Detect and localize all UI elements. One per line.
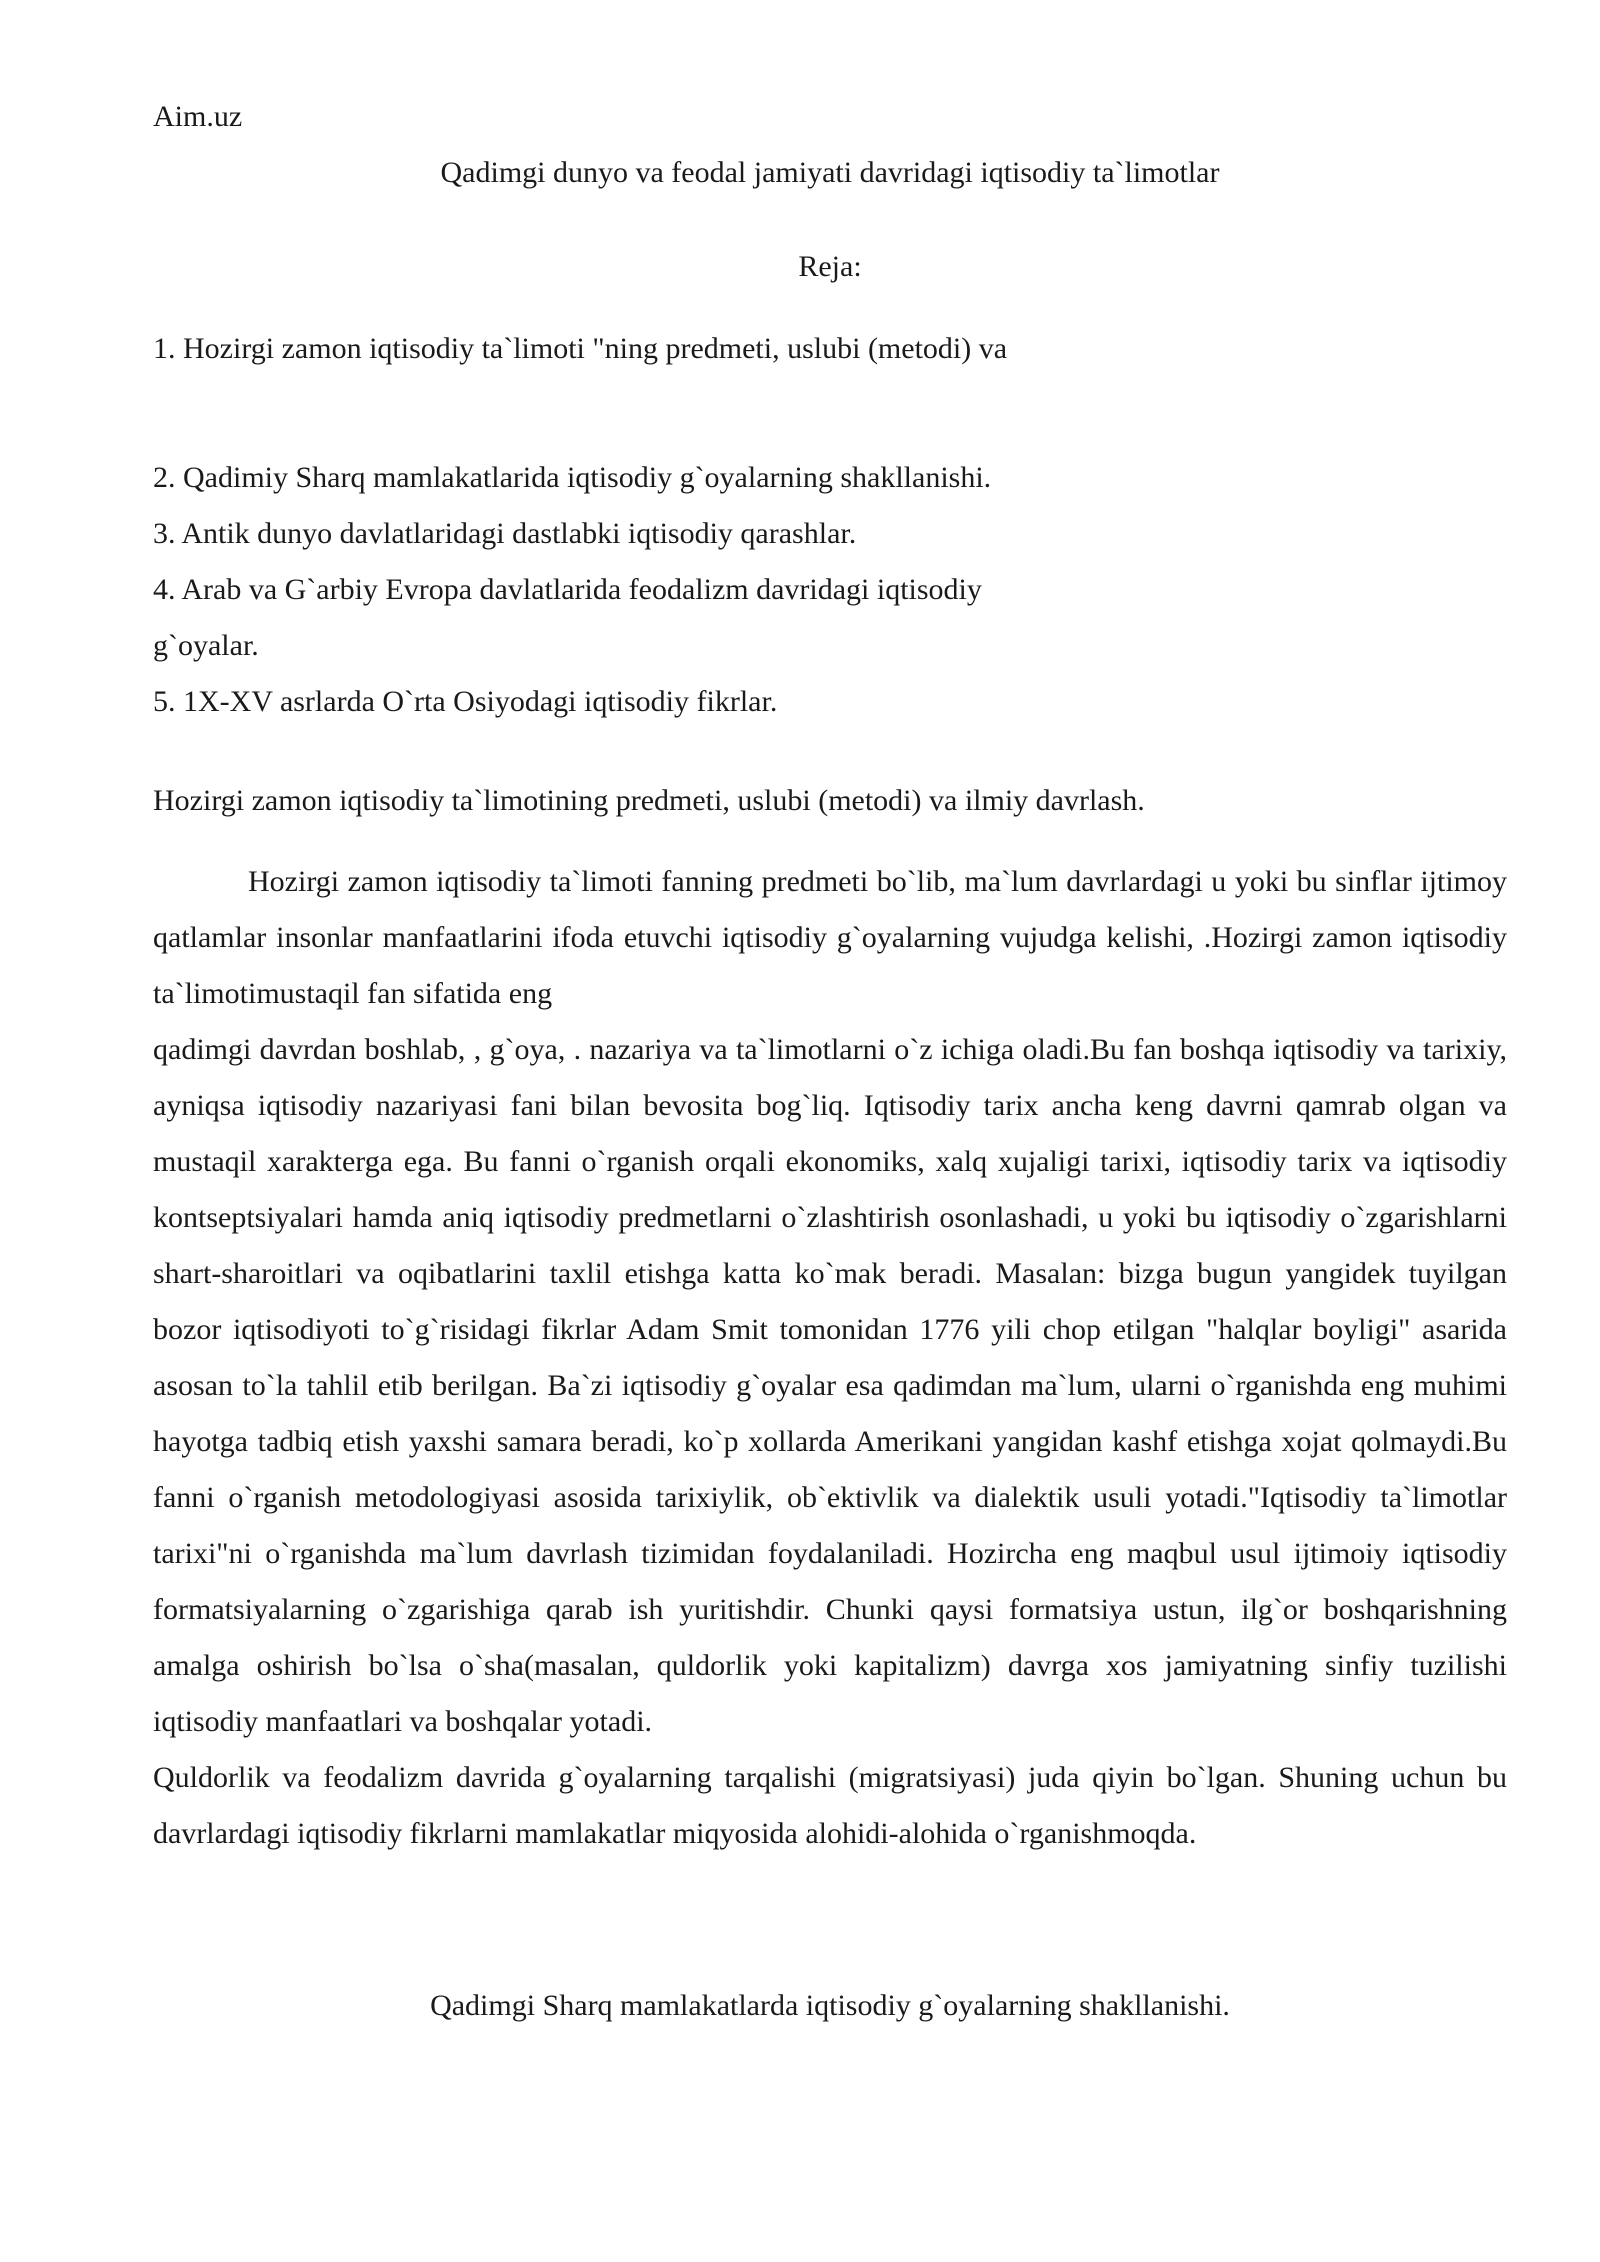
paragraph: Hozirgi zamon iqtisodiy ta`limoti fanning predmeti bo`lib, ma`lum davrlardagi u yoki bu sinflar ijtimoy qatlamlar insonlar manfaatlarini ifoda etuvchi iqtisodiy g`oyalarning vujudga kelishi, .Hozirgi zamon iqtisodiy ta`limotimustaqil fan sifatida eng [153, 865, 1507, 1010]
document-title: Qadimgi dunyo va feodal jamiyati davridagi iqtisodiy ta`limotlar [440, 156, 1220, 189]
paragraph: qadimgi davrdan boshlab, , g`oya, . nazariya va ta`limotlarni o`z ichiga oladi.Bu fan boshqa iqtisodiy va tarixiy, ayniqsa iqtisodiy nazariyasi fani bilan bevosita bog`liq. Iqtisodiy tarix ancha keng davrni qamrab olgan va mustaqil xarakterga ega. Bu fanni o`rganish orqali ekonomiks, xalq xujaligi tarixi, iqtisodiy tarix va iqtisodiy kontseptsiyalari hamda aniq iqtisodiy predmetlarni o`zlashtirish osonlashadi, u yoki bu iqtisodiy o`zgarishlarni shart-sharoitlari va oqibatlarini taxlil etishga katta ko`mak beradi. Masalan: bizga bugun yangidek tuyilgan bozor iqtisodiyoti to`g`risidagi fikrlar Adam Smit tomonidan 1776 yili chop etilgan "halqlar boyligi" asarida asosan to`la tahlil etib berilgan. Ba`zi iqtisodiy g`oyalar esa qadimdan ma`lum, ularni o`rganishda eng muhimi hayotga tadbiq etish yaxshi samara beradi, ko`p xollarda Amerikani yangidan kashf etishga xojat qolmaydi.Bu fanni o`rganish metodologiyasi asosida tarixiylik, ob`ektivlik va dialektik usuli yotadi."Iqtisodiy ta`limotlar tarixi"ni o`rganishda ma`lum davrlash tizimidan foydalaniladi. Hozircha eng maqbul usul ijtimoiy iqtisodiy formatsiyalarning o`zgarishiga qarab ish yuritishdir. Chunki qaysi formatsiya ustun, ilg`or boshqarishning amalga oshirish bo`lsa o`sha(masalan, quldorlik yoki kapitalizm) davrga xos jamiyatning sinfiy tuzilishi iqtisodiy manfaatlari va boshqalar yotadi. [153, 1033, 1507, 1738]
site-header: Aim.uz [153, 100, 243, 133]
section-heading: Hozirgi zamon iqtisodiy ta`limotining predmeti, uslubi (metodi) va ilmiy davrlash. [153, 784, 1145, 817]
section-body [153, 854, 1507, 1862]
plan-item: 2. Qadimiy Sharq mamlakatlarida iqtisodiy g`oyalarning shakllanishi. [153, 461, 992, 494]
section-heading: Qadimgi Sharq mamlakatlarda iqtisodiy g`oyalarning shakllanishi. [430, 1989, 1230, 2022]
plan-item: 4. Arab va G`arbiy Evropa davlatlarida feodalizm davridagi iqtisodiy [153, 573, 982, 606]
plan-item: g`oyalar. [153, 629, 259, 662]
plan-item: 5. 1X-XV asrlarda O`rta Osiyodagi iqtisodiy fikrlar. [153, 685, 778, 718]
plan-heading: Reja: [798, 250, 862, 283]
plan-item: 3. Antik dunyo davlatlaridagi dastlabki iqtisodiy qarashlar. [153, 517, 857, 550]
paragraph: Quldorlik va feodalizm davrida g`oyalarning tarqalishi (migratsiyasi) juda qiyin bo`lgan. Shuning uchun bu davrlardagi iqtisodiy fikrlarni mamlakatlar miqyosida alohidi-alohida o`rganishmoqda. [153, 1761, 1507, 1850]
plan-item: 1. Hozirgi zamon iqtisodiy ta`limoti "ning predmeti, uslubi (metodi) va [153, 332, 1008, 365]
